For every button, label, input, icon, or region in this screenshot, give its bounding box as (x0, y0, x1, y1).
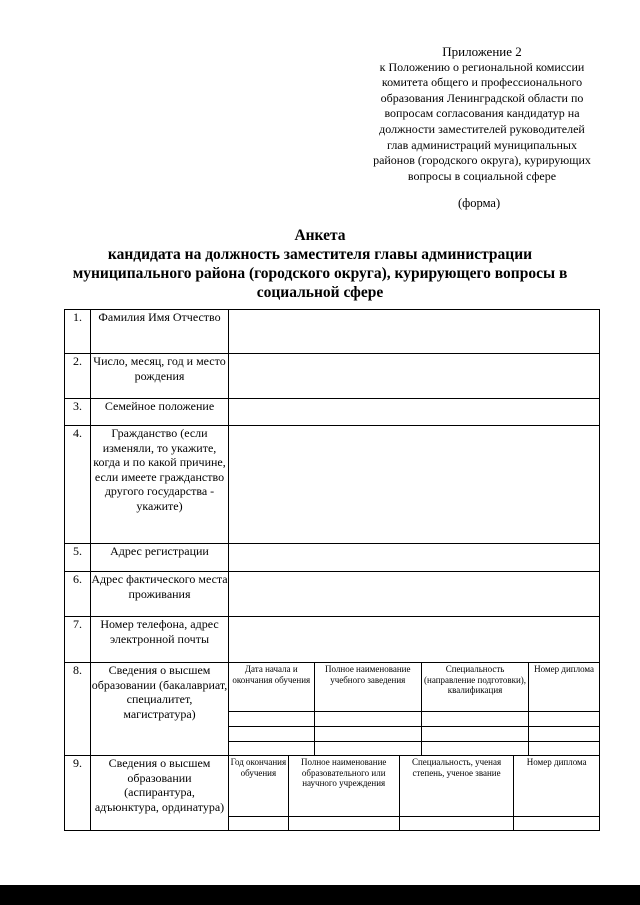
row-label: Семейное положение (91, 399, 229, 426)
higher-education-table (229, 663, 599, 755)
appendix-line: образования Ленинградской области по (380, 90, 584, 105)
entry-cell[interactable] (529, 711, 599, 726)
inner-entry-row (229, 726, 599, 741)
appendix-line: к Положению о региональной комиссии (379, 59, 585, 74)
appendix-line: вопросам согласования кандидатур на (384, 106, 580, 121)
entry-cell[interactable] (421, 741, 528, 755)
table-row (65, 663, 600, 756)
heading-line: социальной сфере (256, 284, 384, 301)
entry-cell[interactable] (421, 726, 528, 741)
table-row (65, 399, 600, 426)
residence-address-field[interactable] (229, 572, 600, 617)
column-header: Специальность, ученая степень, ученое звание (399, 756, 514, 816)
registration-address-field[interactable] (229, 544, 600, 572)
row-label: Число, месяц, год и место рождения (91, 354, 229, 399)
appendix-line: должности заместителей руководителей (379, 121, 585, 136)
postgraduate-education-table (229, 756, 599, 830)
entry-cell[interactable] (514, 816, 599, 830)
entry-cell[interactable] (399, 816, 514, 830)
heading-line: муниципального района (городского округа), курирующего вопросы в (72, 265, 568, 282)
postgraduate-education-cell (229, 756, 600, 831)
row-label: Сведения о высшем образовании (бакалавриат, специалитет, магистратура) (91, 663, 229, 756)
row-number: 5. (65, 544, 91, 572)
row-label: Адрес регистрации (91, 544, 229, 572)
column-header: Год окончания обучения (229, 756, 288, 816)
row-number: 1. (65, 310, 91, 354)
table-row (65, 756, 600, 831)
appendix-line: вопросы в социальной сфере (407, 168, 557, 183)
entry-cell[interactable] (229, 741, 314, 755)
appendix-line: глав администраций муниципальных (387, 137, 577, 152)
row-label: Номер телефона, адрес электронной почты (91, 617, 229, 663)
inner-entry-row (229, 711, 599, 726)
entry-cell[interactable] (229, 726, 314, 741)
table-row (65, 544, 600, 572)
phone-email-field[interactable] (229, 617, 600, 663)
citizenship-field[interactable] (229, 426, 600, 544)
row-label: Сведения о высшем образовании (аспирантура, адъюнктура, ординатура) (91, 756, 229, 831)
appendix-title: Приложение 2 (442, 44, 522, 59)
column-header: Номер диплома (514, 756, 599, 816)
questionnaire-table (64, 309, 600, 831)
appendix-line: комитета общего и профессионального (381, 75, 583, 90)
entry-cell[interactable] (314, 741, 421, 755)
heading-title: Анкета (294, 227, 346, 244)
column-header: Полное наименование образовательного или научного учреждения (288, 756, 399, 816)
row-label: Адрес фактического места проживания (91, 572, 229, 617)
scan-bottom-edge (0, 885, 640, 905)
entry-cell[interactable] (288, 816, 399, 830)
entry-cell[interactable] (529, 726, 599, 741)
table-row (65, 572, 600, 617)
higher-education-cell (229, 663, 600, 756)
full-name-field[interactable] (229, 310, 600, 354)
marital-status-field[interactable] (229, 399, 600, 426)
table-row (65, 354, 600, 399)
row-number: 9. (65, 756, 91, 831)
row-number: 4. (65, 426, 91, 544)
entry-cell[interactable] (314, 711, 421, 726)
column-header: Полное наименование учебного заведения (314, 663, 421, 711)
row-label: Гражданство (если изменяли, то укажите, когда и по какой причине, если имеете гражданство другого государства - укажите) (91, 426, 229, 544)
entry-cell[interactable] (314, 726, 421, 741)
row-number: 6. (65, 572, 91, 617)
appendix-note (350, 44, 614, 184)
row-number: 2. (65, 354, 91, 399)
inner-entry-row (229, 816, 599, 830)
entry-cell[interactable] (529, 741, 599, 755)
row-number: 3. (65, 399, 91, 426)
inner-entry-row (229, 741, 599, 755)
column-header: Номер диплома (529, 663, 599, 711)
inner-header-row (229, 756, 599, 816)
birth-date-place-field[interactable] (229, 354, 600, 399)
appendix-line: районов (городского округа), курирующих (373, 153, 591, 168)
entry-cell[interactable] (229, 711, 314, 726)
column-header: Дата начала и окончания обучения (229, 663, 314, 711)
form-note: (форма) (458, 196, 501, 210)
table-row (65, 617, 600, 663)
table-row (65, 310, 600, 354)
row-number: 8. (65, 663, 91, 756)
row-number: 7. (65, 617, 91, 663)
row-label: Фамилия Имя Отчество (91, 310, 229, 354)
table-row (65, 426, 600, 544)
entry-cell[interactable] (229, 816, 288, 830)
entry-cell[interactable] (421, 711, 528, 726)
heading-line: кандидата на должность заместителя главы администрации (107, 246, 533, 263)
inner-header-row (229, 663, 599, 711)
column-header: Специальность (направление подготовки), квалификация (421, 663, 528, 711)
form-heading (70, 226, 570, 302)
